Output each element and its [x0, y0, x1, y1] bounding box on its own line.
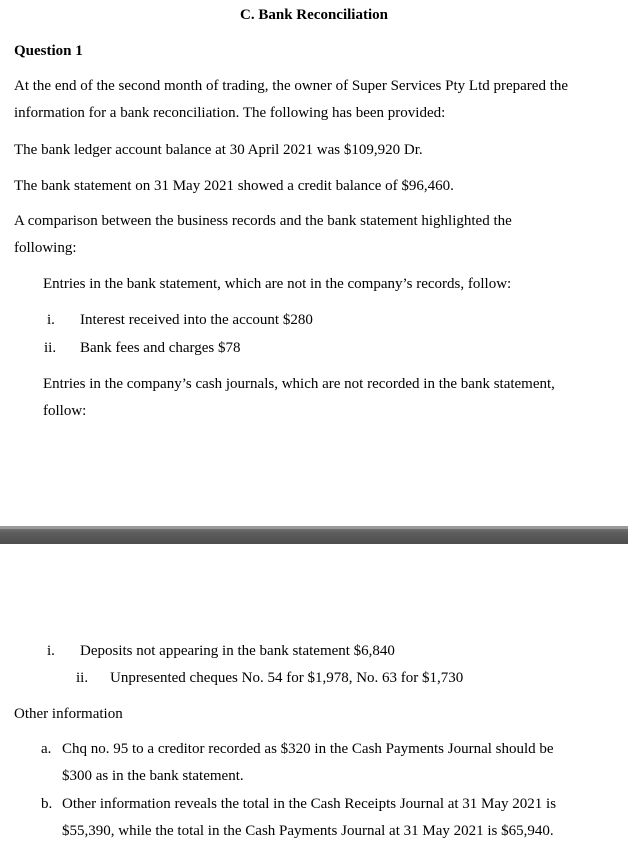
list-item-line-1: Other information reveals the total in the Cash Receipts Journal at 31 May 2021 is — [62, 796, 557, 812]
list-marker: i. — [47, 312, 55, 328]
bank-entries-heading: Entries in the bank statement, which are not in the company’s records, follow: — [43, 276, 512, 292]
other-info-heading: Other information — [14, 706, 123, 722]
section-title: C. Bank Reconciliation — [240, 7, 388, 23]
list-marker: ii. — [44, 340, 57, 356]
list-item: Interest received into the account $280 — [80, 312, 313, 328]
cash-entries-heading-line-1: Entries in the company’s cash journals, which are not recorded in the bank statement, — [43, 376, 555, 392]
list-marker: i. — [47, 643, 55, 659]
list-item-line-2: $55,390, while the total in the Cash Payments Journal at 31 May 2021 is $65,940. — [62, 823, 554, 839]
comparison-line-2: following: — [14, 240, 77, 256]
page-break-divider — [0, 526, 628, 544]
list-item: Deposits not appearing in the bank statement $6,840 — [80, 643, 395, 659]
cash-entries-heading-line-2: follow: — [43, 403, 87, 419]
list-item-line-2: $300 as in the bank statement. — [62, 768, 244, 784]
list-item: Unpresented cheques No. 54 for $1,978, No. 63 for $1,730 — [110, 670, 464, 686]
question-heading: Question 1 — [14, 43, 83, 59]
ledger-balance-text: The bank ledger account balance at 30 April 2021 was $109,920 Dr. — [14, 142, 423, 158]
list-marker: ii. — [76, 670, 89, 686]
list-item: Bank fees and charges $78 — [80, 340, 241, 356]
comparison-line-1: A comparison between the business records and the bank statement highlighted the — [14, 213, 512, 229]
list-marker: b. — [41, 796, 53, 812]
list-item-line-1: Chq no. 95 to a creditor recorded as $320 in the Cash Payments Journal should be — [62, 741, 554, 757]
intro-line-2: information for a bank reconciliation. The following has been provided: — [14, 105, 446, 121]
list-marker: a. — [41, 741, 52, 757]
statement-balance-text: The bank statement on 31 May 2021 showed a credit balance of $96,460. — [14, 178, 454, 194]
intro-line-1: At the end of the second month of trading, the owner of Super Services Pty Ltd prepared the — [14, 78, 569, 94]
